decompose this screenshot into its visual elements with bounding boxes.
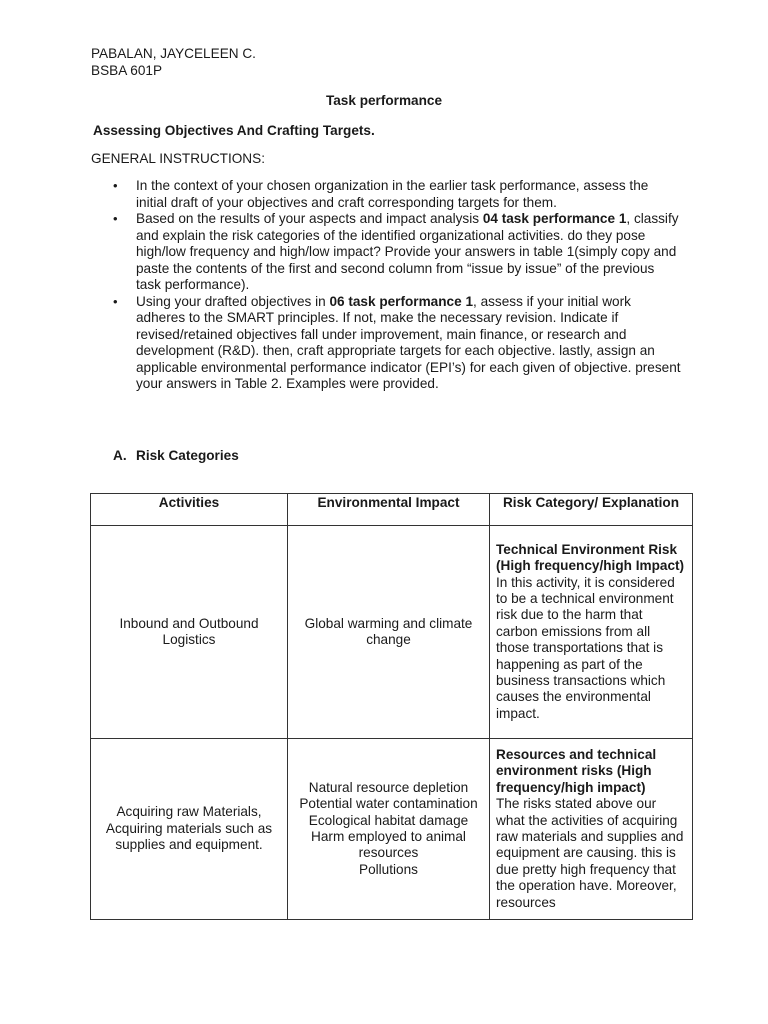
risk-explanation-text: In this activity, it is considered to be a technical environment risk due to the harm that carbon emissions from all those transportations that is happening as part of the business transactions which causes the environmental impact. — [496, 574, 675, 721]
instruction-text: Using your drafted objectives in — [136, 293, 330, 309]
impact-cell — [288, 526, 490, 739]
instruction-bold-ref: 06 task performance 1 — [329, 293, 474, 309]
risk-category-title: Technical Environment Risk (High frequency/high Impact) — [496, 541, 685, 574]
column-header-environmental-impact: Environmental Impact — [288, 494, 490, 526]
column-header-risk-category: Risk Category/ Explanation — [490, 494, 693, 526]
risk-category-title: Resources and technical environment risks (High frequency/high impact) — [496, 746, 657, 795]
instruction-item — [0, 294, 681, 393]
risk-explanation-cell — [490, 739, 693, 920]
instruction-text: , assess if your initial work adheres to the SMART principles. If not, make the necessary revision. Indicate if revised/retained objectives fall under improvement, main finance, or research and development (R&D). then, craft appropriate targets for each objective. lastly, assign an applicable environmental performance indicator (EPI’s) for each given of objective. present your answers in Table 2. Examples were provided. — [136, 293, 681, 391]
impact-item: Natural resource depletion — [308, 779, 469, 795]
section-label: A. — [113, 448, 127, 463]
bullet-icon: • — [113, 211, 118, 226]
risk-categories-table — [90, 493, 693, 920]
author-section: BSBA 601P — [91, 63, 163, 78]
general-instructions-label: GENERAL INSTRUCTIONS: — [91, 151, 265, 166]
page-subtitle: Assessing Objectives And Crafting Targets. — [93, 123, 375, 138]
impact-item: Ecological habitat damage — [308, 812, 469, 828]
instruction-text: In the context of your chosen organization in the earlier task performance, assess the initial draft of your objectives and craft corresponding targets for them. — [136, 178, 649, 210]
column-header-activities: Activities — [91, 494, 288, 526]
risk-explanation-cell — [490, 526, 693, 739]
impact-cell — [288, 739, 490, 920]
activity-cell: Inbound and Outbound Logistics — [91, 526, 288, 739]
section-heading-risk-categories — [113, 448, 239, 465]
instruction-bold-ref: 04 task performance 1 — [482, 211, 627, 226]
section-title: Risk Categories — [136, 448, 239, 463]
instruction-item — [0, 211, 681, 294]
author-block — [91, 46, 256, 80]
instructions-list — [0, 178, 768, 393]
instruction-text: , classify and explain the risk categories of the identified organizational activities. do they pose high/low frequency and high/low impact? Provide your answers in table 1(simply copy and paste the contents of the first and second column from “issue by issue” of the previous task performance). — [136, 211, 679, 292]
impact-item: Potential water contamination — [299, 796, 478, 812]
author-name: PABALAN, JAYCELEEN C. — [91, 46, 256, 61]
instruction-item — [0, 178, 681, 211]
instruction-text: Based on the results of your aspects and impact analysis — [136, 211, 483, 226]
page-title — [0, 93, 768, 110]
table-row — [91, 739, 693, 920]
bullet-icon: • — [113, 178, 118, 193]
bullet-icon: • — [113, 293, 118, 309]
table-header-row — [91, 494, 693, 526]
table-row — [91, 526, 693, 739]
impact-item: Pollutions — [359, 861, 418, 877]
page-title-text: Task performance — [325, 93, 443, 108]
impact-item: Global warming and climate change — [304, 615, 473, 647]
impact-item: Harm employed to animal resources — [311, 829, 466, 861]
activity-cell: Acquiring raw Materials, Acquiring materials such as supplies and equipment. — [91, 739, 288, 920]
risk-explanation-text: The risks stated above our what the activities of acquiring raw materials and supplies and equipment are causing. this is due pretty high frequency that the operation have. Moreover, resources — [496, 796, 684, 910]
